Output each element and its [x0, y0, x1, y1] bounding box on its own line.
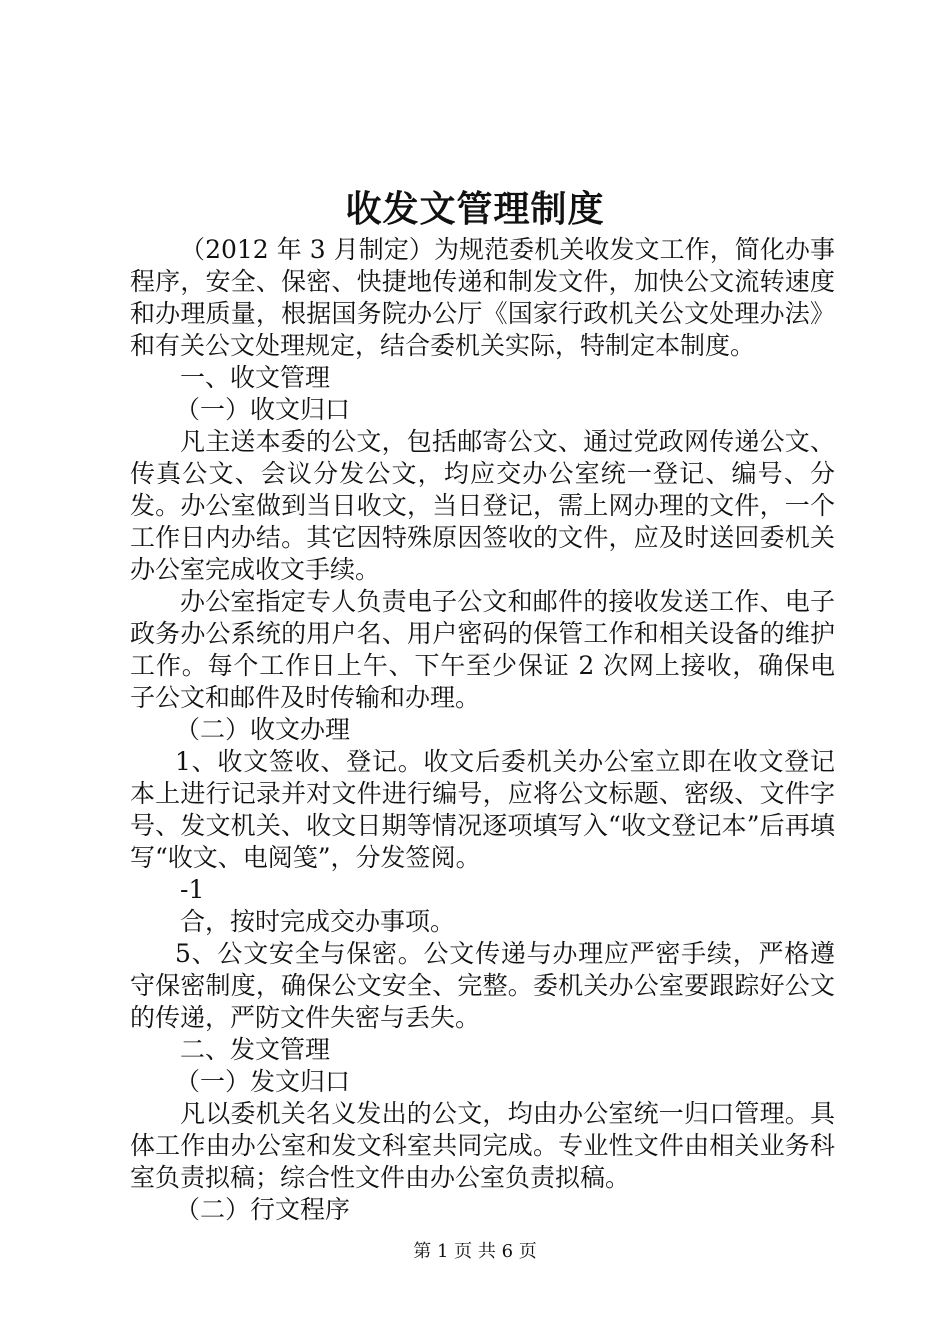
body-paragraph: 1、收文签收、登记。收文后委机关办公室立即在收文登记本上进行记录并对文件进行编号，应将公文标题、密级、文件字号、发文机关、收文日期等情况逐项填写入“收文登记本”后再填写“收文、电阅笺”，分发签阅。 — [130, 747, 835, 872]
body-paragraph: 凡以委机关名义发出的公文，均由办公室统一归口管理。具体工作由办公室和发文科室共同完成。专业性文件由相关业务科室负责拟稿；综合性文件由办公室负责拟稿。 — [130, 1099, 835, 1192]
body-paragraph: 办公室指定专人负责电子公文和邮件的接收发送工作、电子政务办公系统的用户名、用户密码的保管工作和相关设备的维护工作。每个工作日上午、下午至少保证 2 次网上接收，确保电子公文和邮件及时传输和办理。 — [130, 587, 835, 712]
section-heading: 一、收文管理 — [180, 363, 331, 392]
page-footer: 第 1 页 共 6 页 — [413, 1241, 537, 1262]
page-marker: -1 — [180, 875, 205, 904]
section-heading: 二、发文管理 — [180, 1035, 331, 1064]
body-paragraph: 凡主送本委的公文，包括邮寄公文、通过党政网传递公文、传真公文、会议分发公文，均应交办公室统一登记、编号、分发。办公室做到当日收文，当日登记，需上网办理的文件，一个工作日内办结。其它因特殊原因签收的文件，应及时送回委机关办公室完成收文手续。 — [130, 427, 835, 584]
subsection-heading: （一）收文归口 — [175, 395, 351, 424]
body-paragraph: 合，按时完成交办事项。 — [180, 907, 456, 936]
intro-paragraph: （2012 年 3 月制定）为规范委机关收发文工作，简化办事程序，安全、保密、快捷地传递和制发文件，加快公文流转速度和办理质量，根据国务院办公厅《国家行政机关公文处理办法》和有关公文处理规定，结合委机关实际，特制定本制度。 — [130, 235, 835, 360]
subsection-heading: （二）行文程序 — [175, 1195, 351, 1224]
subsection-heading: （一）发文归口 — [175, 1067, 351, 1096]
body-paragraph: 5、公文安全与保密。公文传递与办理应严密手续，严格遵守保密制度，确保公文安全、完整。委机关办公室要跟踪好公文的传递，严防文件失密与丢失。 — [130, 939, 835, 1032]
document-body — [130, 234, 835, 1226]
document-title: 收发文管理制度 — [345, 188, 605, 230]
subsection-heading: （二）收文办理 — [175, 715, 351, 744]
